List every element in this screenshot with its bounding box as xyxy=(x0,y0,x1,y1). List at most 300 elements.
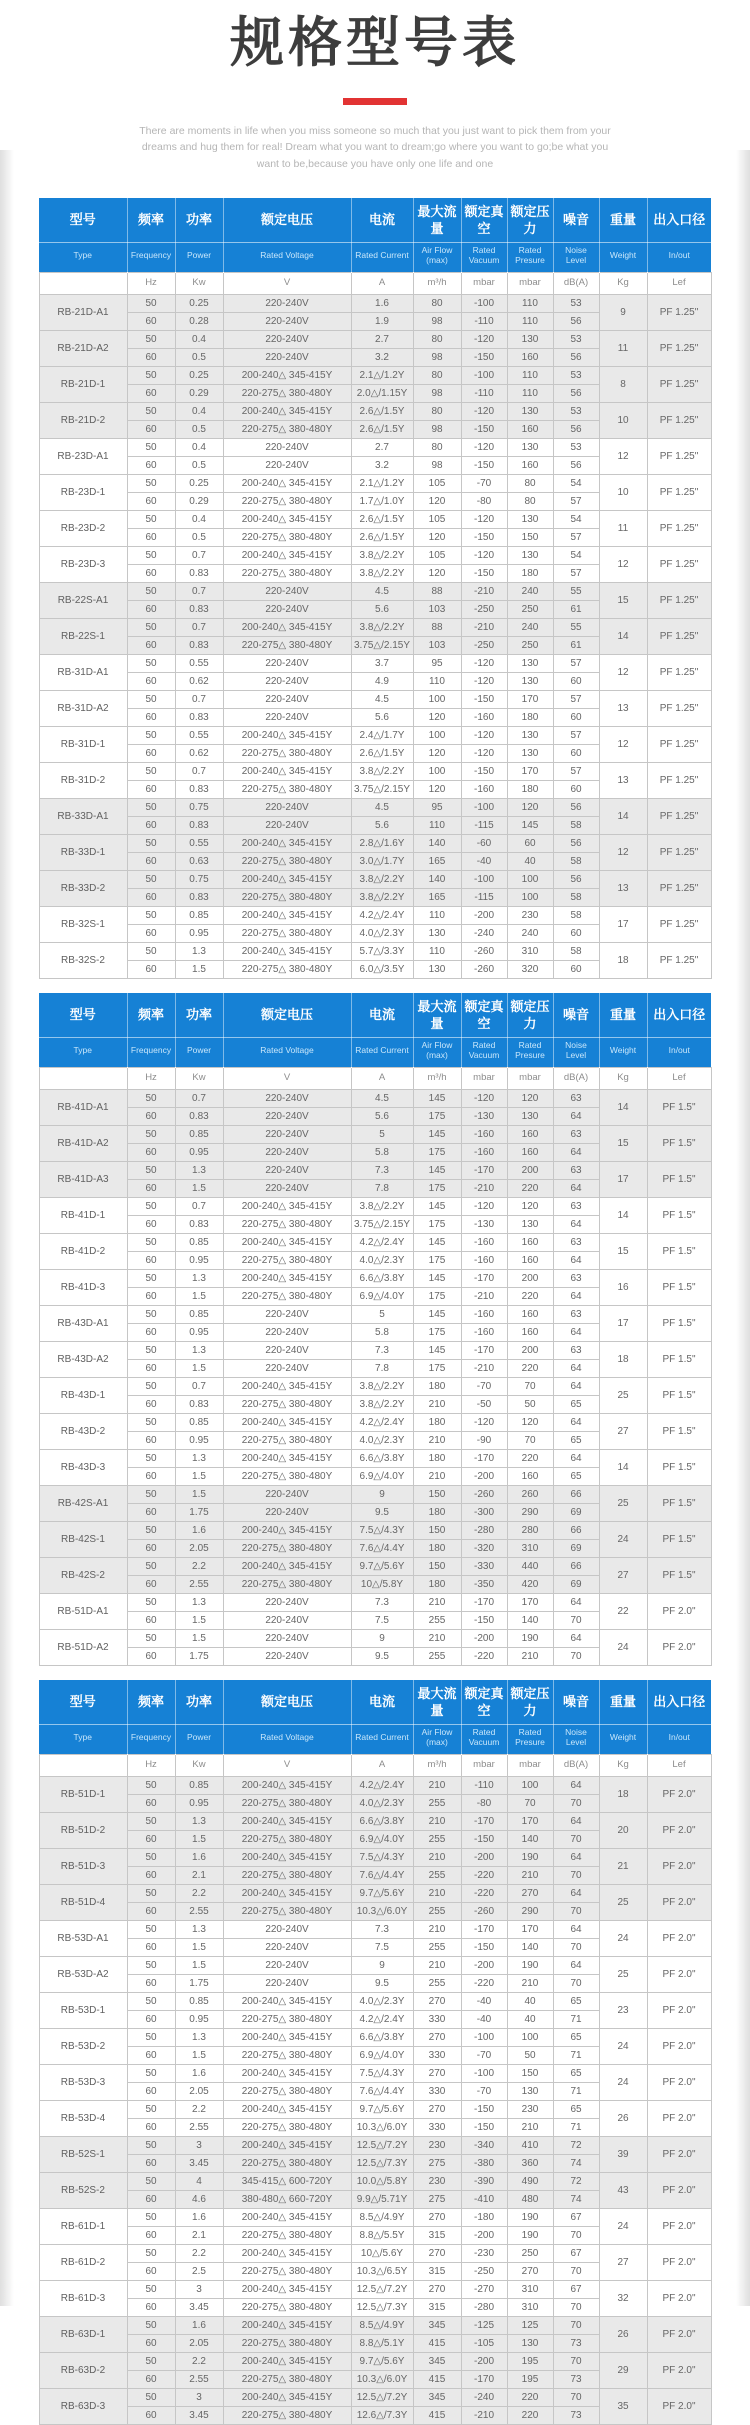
table-cell: 220-240V xyxy=(223,294,351,312)
table-cell: 64 xyxy=(553,1920,599,1938)
table-row xyxy=(39,474,711,492)
table-cell: 98 xyxy=(413,312,461,330)
table-row xyxy=(39,294,711,312)
model-cell: RB-31D-2 xyxy=(39,762,127,798)
table-cell: -160 xyxy=(461,1251,507,1269)
table-cell: 175 xyxy=(413,1107,461,1125)
table-row xyxy=(39,2244,711,2262)
weight-cell: 15 xyxy=(599,582,647,618)
unit-cell: A xyxy=(351,272,413,294)
column-header: 出入口径 xyxy=(647,993,711,1037)
table-cell: -150 xyxy=(461,2118,507,2136)
table-cell: 73 xyxy=(553,2406,599,2424)
table-cell: -250 xyxy=(461,2262,507,2280)
column-header-en: Frequency xyxy=(127,1724,175,1754)
table-cell: -115 xyxy=(461,888,507,906)
table-cell: 120 xyxy=(507,1089,553,1107)
weight-cell: 16 xyxy=(599,1269,647,1305)
table-cell: 2.55 xyxy=(175,2370,223,2388)
model-cell: RB-53D-A2 xyxy=(39,1956,127,1992)
table-cell: -110 xyxy=(461,384,507,402)
table-cell: 2.5 xyxy=(175,2262,223,2280)
table-row xyxy=(39,1377,711,1395)
table-cell: 40 xyxy=(507,2010,553,2028)
weight-cell: 10 xyxy=(599,402,647,438)
table-cell: 61 xyxy=(553,636,599,654)
table-cell: 60 xyxy=(127,1866,175,1884)
weight-cell: 9 xyxy=(599,294,647,330)
weight-cell: 8 xyxy=(599,366,647,402)
table-cell: 0.83 xyxy=(175,564,223,582)
port-cell: PF 2.0" xyxy=(647,1884,711,1920)
table-cell: 210 xyxy=(413,1431,461,1449)
table-row xyxy=(39,1485,711,1503)
table-cell: 200-240△ 345-415Y xyxy=(223,2100,351,2118)
table-cell: 180 xyxy=(413,1377,461,1395)
table-cell: 0.25 xyxy=(175,294,223,312)
table-cell: 200-240△ 345-415Y xyxy=(223,546,351,564)
table-cell: 65 xyxy=(553,2064,599,2082)
table-cell: 0.85 xyxy=(175,1305,223,1323)
table-cell: 220-240V xyxy=(223,1629,351,1647)
table-cell: 105 xyxy=(413,474,461,492)
table-cell: 64 xyxy=(553,1848,599,1866)
model-cell: RB-33D-A1 xyxy=(39,798,127,834)
table-cell: 8.5△/4.9Y xyxy=(351,2208,413,2226)
table-cell: 220-240V xyxy=(223,1503,351,1521)
column-header-en: Rated Voltage xyxy=(223,1037,351,1067)
table-cell: 220-275△ 380-480Y xyxy=(223,420,351,438)
table-cell: 9.5 xyxy=(351,1974,413,1992)
table-cell: 220-240V xyxy=(223,348,351,366)
table-cell: 170 xyxy=(507,1920,553,1938)
table-cell: -160 xyxy=(461,1233,507,1251)
column-header: 额定真空 xyxy=(461,993,507,1037)
table-cell: 50 xyxy=(127,798,175,816)
table-row xyxy=(39,654,711,672)
table-cell: -150 xyxy=(461,1611,507,1629)
table-cell: 1.6 xyxy=(175,2064,223,2082)
table-cell: 3.0△/1.7Y xyxy=(351,852,413,870)
table-cell: -330 xyxy=(461,1557,507,1575)
table-cell: -70 xyxy=(461,2046,507,2064)
table-cell: 60 xyxy=(127,1503,175,1521)
table-cell: 60 xyxy=(553,924,599,942)
table-cell: 3.45 xyxy=(175,2154,223,2172)
table-cell: 63 xyxy=(553,1089,599,1107)
unit-cell: Hz xyxy=(127,272,175,294)
table-cell: 220-275△ 380-480Y xyxy=(223,924,351,942)
table-cell: -230 xyxy=(461,2244,507,2262)
table-cell: 63 xyxy=(553,1161,599,1179)
table-row xyxy=(39,1449,711,1467)
table-cell: -220 xyxy=(461,1647,507,1665)
column-header: 重量 xyxy=(599,993,647,1037)
table-cell: 6.6△/3.8Y xyxy=(351,1269,413,1287)
port-cell: PF 2.0" xyxy=(647,2244,711,2280)
weight-cell: 11 xyxy=(599,510,647,546)
table-cell: -220 xyxy=(461,1884,507,1902)
table-cell: 12.5△/7.2Y xyxy=(351,2388,413,2406)
table-cell: 66 xyxy=(553,1521,599,1539)
table-cell: 410 xyxy=(507,2136,553,2154)
model-cell: RB-31D-1 xyxy=(39,726,127,762)
table-cell: 57 xyxy=(553,654,599,672)
model-cell: RB-21D-2 xyxy=(39,402,127,438)
table-cell: 103 xyxy=(413,600,461,618)
table-cell: 0.85 xyxy=(175,1413,223,1431)
table-cell: -100 xyxy=(461,798,507,816)
table-cell: 315 xyxy=(413,2298,461,2316)
table-cell: 60 xyxy=(127,492,175,510)
table-cell: 3.8△/2.2Y xyxy=(351,1395,413,1413)
table-cell: 3.2 xyxy=(351,456,413,474)
table-cell: 2.6△/1.5Y xyxy=(351,744,413,762)
table-cell: 50 xyxy=(127,1593,175,1611)
table-cell: 57 xyxy=(553,690,599,708)
table-cell: 4.2△/2.4Y xyxy=(351,1776,413,1794)
table-cell: 0.4 xyxy=(175,402,223,420)
port-cell: PF 1.25" xyxy=(647,546,711,582)
table-cell: 50 xyxy=(127,1269,175,1287)
table-cell: 175 xyxy=(413,1287,461,1305)
model-cell: RB-63D-2 xyxy=(39,2352,127,2388)
model-cell: RB-51D-2 xyxy=(39,1812,127,1848)
model-cell: RB-61D-1 xyxy=(39,2208,127,2244)
table-cell: 0.29 xyxy=(175,384,223,402)
column-header-en: Weight xyxy=(599,1037,647,1067)
weight-cell: 25 xyxy=(599,1485,647,1521)
model-cell: RB-51D-1 xyxy=(39,1776,127,1812)
table-cell: 1.75 xyxy=(175,1647,223,1665)
port-cell: PF 1.25" xyxy=(647,294,711,330)
table-cell: 12.5△/7.3Y xyxy=(351,2154,413,2172)
table-cell: -160 xyxy=(461,1143,507,1161)
table-cell: 220-275△ 380-480Y xyxy=(223,1467,351,1485)
table-row xyxy=(39,1233,711,1251)
table-cell: 70 xyxy=(553,2298,599,2316)
table-cell: 180 xyxy=(413,1449,461,1467)
table-cell: 0.83 xyxy=(175,708,223,726)
table-cell: 60 xyxy=(127,1179,175,1197)
table-cell: 180 xyxy=(413,1539,461,1557)
column-header-en: Power xyxy=(175,242,223,272)
table-cell: 12.5△/7.2Y xyxy=(351,2136,413,2154)
table-cell: 98 xyxy=(413,456,461,474)
table-cell: 10.3△/6.0Y xyxy=(351,2370,413,2388)
table-cell: 3 xyxy=(175,2280,223,2298)
table-cell: -40 xyxy=(461,2010,507,2028)
table-cell: 6.9△/4.0Y xyxy=(351,2046,413,2064)
table-cell: 220 xyxy=(507,1359,553,1377)
weight-cell: 27 xyxy=(599,1557,647,1593)
port-cell: PF 1.25" xyxy=(647,582,711,618)
table-cell: 0.7 xyxy=(175,1197,223,1215)
table-row xyxy=(39,618,711,636)
table-row xyxy=(39,1593,711,1611)
table-cell: 275 xyxy=(413,2190,461,2208)
column-header-en: Air Flow (max) xyxy=(413,1037,461,1067)
table-cell: 220-275△ 380-480Y xyxy=(223,2226,351,2244)
table-cell: 200-240△ 345-415Y xyxy=(223,402,351,420)
table-cell: 125 xyxy=(507,2316,553,2334)
table-cell: 0.25 xyxy=(175,366,223,384)
weight-cell: 14 xyxy=(599,1197,647,1233)
table-cell: -410 xyxy=(461,2190,507,2208)
table-cell: 130 xyxy=(413,960,461,978)
table-cell: 2.2 xyxy=(175,2100,223,2118)
table-cell: 220-240V xyxy=(223,1974,351,1992)
weight-cell: 24 xyxy=(599,1629,647,1665)
table-cell: 64 xyxy=(553,1377,599,1395)
table-cell: 64 xyxy=(553,1629,599,1647)
port-cell: PF 2.0" xyxy=(647,1920,711,1956)
table-cell: 220-275△ 380-480Y xyxy=(223,852,351,870)
table-cell: 220-240V xyxy=(223,312,351,330)
table-cell: 100 xyxy=(413,762,461,780)
column-header-en: Rated Current xyxy=(351,1724,413,1754)
table-cell: -100 xyxy=(461,2028,507,2046)
port-cell: PF 1.25" xyxy=(647,726,711,762)
table-cell: 220-240V xyxy=(223,438,351,456)
table-cell: 4.0△/2.3Y xyxy=(351,924,413,942)
table-cell: 60 xyxy=(127,2334,175,2352)
table-cell: -210 xyxy=(461,1179,507,1197)
table-cell: 70 xyxy=(553,2226,599,2244)
unit-cell: Lef xyxy=(647,1067,711,1089)
table-cell: 74 xyxy=(553,2190,599,2208)
table-cell: -70 xyxy=(461,474,507,492)
table-cell: 70 xyxy=(553,1902,599,1920)
table-cell: 110 xyxy=(507,384,553,402)
table-cell: 130 xyxy=(507,510,553,528)
table-cell: 0.7 xyxy=(175,546,223,564)
column-header: 额定压力 xyxy=(507,1680,553,1724)
column-header-en: Rated Voltage xyxy=(223,242,351,272)
table-cell: -260 xyxy=(461,942,507,960)
table-cell: 255 xyxy=(413,1794,461,1812)
table-cell: 220-240V xyxy=(223,1938,351,1956)
table-cell: 64 xyxy=(553,1251,599,1269)
table-cell: 160 xyxy=(507,1323,553,1341)
weight-cell: 21 xyxy=(599,1848,647,1884)
table-cell: 60 xyxy=(127,1902,175,1920)
table-cell: 7.5 xyxy=(351,1938,413,1956)
table-cell: 60 xyxy=(127,1611,175,1629)
table-cell: -100 xyxy=(461,2064,507,2082)
table-cell: 190 xyxy=(507,1629,553,1647)
table-cell: 58 xyxy=(553,942,599,960)
table-cell: 3.2 xyxy=(351,348,413,366)
table-cell: 60 xyxy=(127,564,175,582)
table-cell: 65 xyxy=(553,1467,599,1485)
table-cell: 220-240V xyxy=(223,456,351,474)
table-cell: 4.5 xyxy=(351,582,413,600)
table-cell: 9.7△/5.6Y xyxy=(351,2352,413,2370)
model-cell: RB-23D-2 xyxy=(39,510,127,546)
unit-cell: mbar xyxy=(461,1754,507,1776)
table-cell: 9 xyxy=(351,1956,413,1974)
table-cell: 9.7△/5.6Y xyxy=(351,2100,413,2118)
table-cell: -240 xyxy=(461,2388,507,2406)
table-row xyxy=(39,1812,711,1830)
table-cell: -170 xyxy=(461,1449,507,1467)
table-cell: 2.05 xyxy=(175,2334,223,2352)
table-cell: 50 xyxy=(127,1920,175,1938)
weight-cell: 12 xyxy=(599,546,647,582)
table-cell: 220-275△ 380-480Y xyxy=(223,2010,351,2028)
model-cell: RB-53D-4 xyxy=(39,2100,127,2136)
table-cell: 255 xyxy=(413,1647,461,1665)
unit-cell: dB(A) xyxy=(553,272,599,294)
table-cell: 220-240V xyxy=(223,1341,351,1359)
column-header: 额定压力 xyxy=(507,198,553,242)
table-cell: 275 xyxy=(413,2154,461,2172)
table-row xyxy=(39,510,711,528)
table-cell: 3.8△/2.2Y xyxy=(351,564,413,582)
table-cell: 9.7△/5.6Y xyxy=(351,1557,413,1575)
table-cell: 0.95 xyxy=(175,924,223,942)
table-cell: 100 xyxy=(507,2028,553,2046)
table-row xyxy=(39,942,711,960)
unit-cell: mbar xyxy=(507,1067,553,1089)
table-cell: 2.0△/1.15Y xyxy=(351,384,413,402)
table-cell: 64 xyxy=(553,1179,599,1197)
table-cell: 1.7△/1.0Y xyxy=(351,492,413,510)
table-cell: 60 xyxy=(127,1251,175,1269)
table-cell: 330 xyxy=(413,2118,461,2136)
table-row xyxy=(39,690,711,708)
header-row-en xyxy=(39,1037,711,1067)
table-cell: 3.75△/2.15Y xyxy=(351,1215,413,1233)
column-header-en: Rated Presure xyxy=(507,1724,553,1754)
table-cell: 200-240△ 345-415Y xyxy=(223,906,351,924)
table-cell: 50 xyxy=(127,1197,175,1215)
table-cell: 7.5△/4.3Y xyxy=(351,2064,413,2082)
column-header: 重量 xyxy=(599,198,647,242)
table-cell: 50 xyxy=(127,2388,175,2406)
model-cell: RB-51D-A1 xyxy=(39,1593,127,1629)
table-cell: 50 xyxy=(127,2316,175,2334)
table-cell: 145 xyxy=(413,1125,461,1143)
weight-cell: 26 xyxy=(599,2100,647,2136)
table-cell: 50 xyxy=(127,438,175,456)
table-cell: 0.7 xyxy=(175,762,223,780)
table-cell: 80 xyxy=(413,402,461,420)
table-cell: 54 xyxy=(553,474,599,492)
table-cell: 67 xyxy=(553,2244,599,2262)
unit-cell: Kg xyxy=(599,1067,647,1089)
table-cell: 255 xyxy=(413,1830,461,1848)
table-cell: 210 xyxy=(413,1467,461,1485)
model-cell: RB-63D-1 xyxy=(39,2316,127,2352)
table-cell: 220-275△ 380-480Y xyxy=(223,2082,351,2100)
column-header-en: Rated Presure xyxy=(507,242,553,272)
table-cell: 220-240V xyxy=(223,1485,351,1503)
table-cell: 130 xyxy=(507,2082,553,2100)
table-cell: 150 xyxy=(507,528,553,546)
table-cell: -150 xyxy=(461,2100,507,2118)
table-row xyxy=(39,2352,711,2370)
table-cell: 100 xyxy=(507,1776,553,1794)
table-cell: 0.7 xyxy=(175,1089,223,1107)
table-cell: 50 xyxy=(127,762,175,780)
table-cell: 210 xyxy=(413,1848,461,1866)
table-cell: 0.5 xyxy=(175,456,223,474)
table-cell: 63 xyxy=(553,1125,599,1143)
table-cell: -170 xyxy=(461,1269,507,1287)
weight-cell: 17 xyxy=(599,906,647,942)
weight-cell: 24 xyxy=(599,1521,647,1557)
table-cell: 380-480△ 660-720Y xyxy=(223,2190,351,2208)
table-cell: -260 xyxy=(461,1485,507,1503)
table-cell: 210 xyxy=(507,1866,553,1884)
table-cell: -150 xyxy=(461,348,507,366)
table-cell: 2.05 xyxy=(175,1539,223,1557)
table-cell: 1.3 xyxy=(175,1269,223,1287)
model-cell: RB-52S-1 xyxy=(39,2136,127,2172)
unit-cell: Kg xyxy=(599,1754,647,1776)
table-cell: 240 xyxy=(507,924,553,942)
table-cell: 200-240△ 345-415Y xyxy=(223,1848,351,1866)
table-cell: 64 xyxy=(553,1593,599,1611)
table-cell: 160 xyxy=(507,1143,553,1161)
table-cell: 64 xyxy=(553,1107,599,1125)
table-cell: 315 xyxy=(413,2262,461,2280)
column-header: 频率 xyxy=(127,993,175,1037)
table-cell: -150 xyxy=(461,420,507,438)
column-header: 型号 xyxy=(39,198,127,242)
table-cell: 53 xyxy=(553,438,599,456)
table-cell: 60 xyxy=(127,1974,175,1992)
table-cell: 3.8△/2.2Y xyxy=(351,546,413,564)
table-cell: 120 xyxy=(413,564,461,582)
units-row xyxy=(39,1067,711,1089)
table-cell: 180 xyxy=(413,1575,461,1593)
table-cell: 40 xyxy=(507,1992,553,2010)
table-cell: 220-240V xyxy=(223,330,351,348)
table-cell: 70 xyxy=(553,1611,599,1629)
table-cell: 0.85 xyxy=(175,1992,223,2010)
model-cell: RB-41D-A2 xyxy=(39,1125,127,1161)
table-cell: 200-240△ 345-415Y xyxy=(223,2208,351,2226)
table-cell: 63 xyxy=(553,1197,599,1215)
table-cell: 260 xyxy=(507,1485,553,1503)
model-cell: RB-53D-1 xyxy=(39,1992,127,2028)
table-cell: 64 xyxy=(553,1215,599,1233)
table-row xyxy=(39,2136,711,2154)
table-cell: 270 xyxy=(507,2262,553,2280)
table-cell: 1.5 xyxy=(175,1938,223,1956)
unit-cell: mbar xyxy=(507,1754,553,1776)
port-cell: PF 1.5" xyxy=(647,1305,711,1341)
table-cell: -250 xyxy=(461,636,507,654)
table-cell: 50 xyxy=(507,2046,553,2064)
table-cell: 70 xyxy=(553,1938,599,1956)
table-cell: 4.0△/2.3Y xyxy=(351,1992,413,2010)
table-row xyxy=(39,1920,711,1938)
port-cell: PF 1.25" xyxy=(647,798,711,834)
table-cell: 0.55 xyxy=(175,654,223,672)
table-cell: 70 xyxy=(507,1377,553,1395)
table-cell: 50 xyxy=(127,2280,175,2298)
table-cell: -60 xyxy=(461,834,507,852)
units-row xyxy=(39,1754,711,1776)
table-cell: 220-275△ 380-480Y xyxy=(223,1251,351,1269)
table-cell: 230 xyxy=(413,2172,461,2190)
weight-cell: 24 xyxy=(599,2064,647,2100)
table-cell: -380 xyxy=(461,2154,507,2172)
